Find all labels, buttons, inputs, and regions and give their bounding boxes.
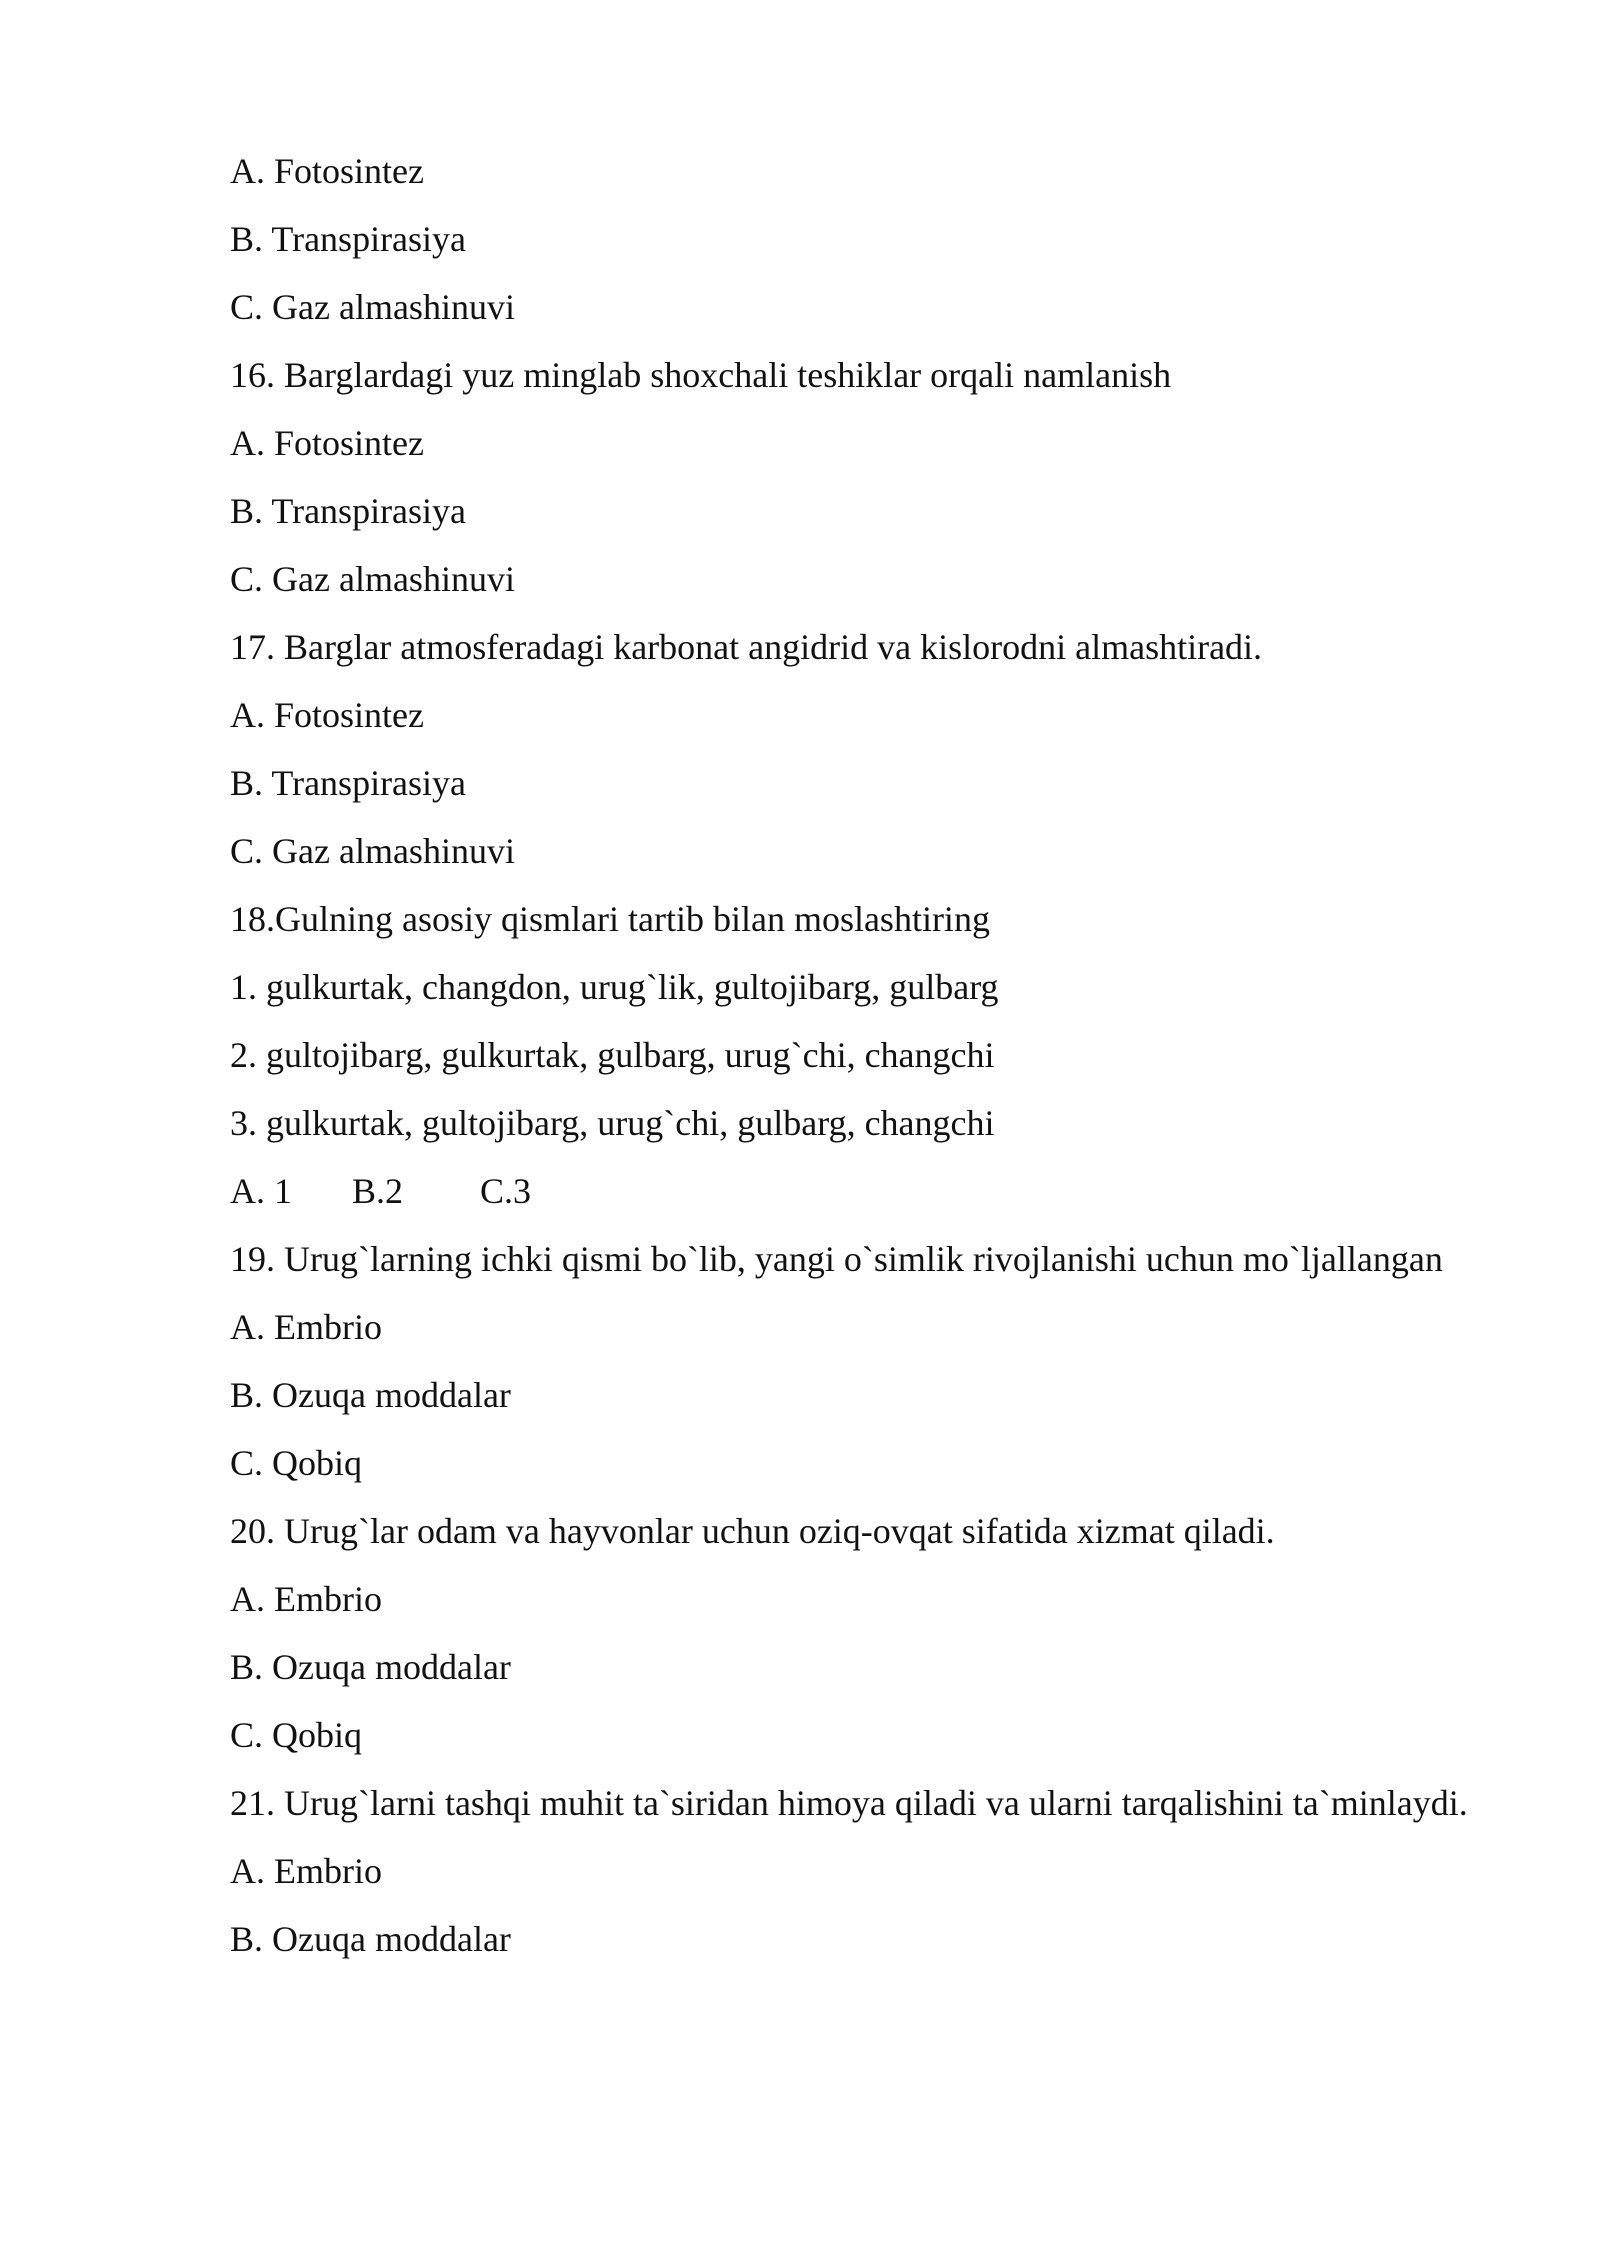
- q21-option-b: B. Ozuqa moddalar: [230, 1919, 511, 1959]
- q17-question: 17. Barglar atmosferadagi karbonat angidrid va kislorodni almashtiradi.: [230, 627, 1263, 667]
- q20-option-c: C. Qobiq: [230, 1715, 363, 1755]
- q19-option-b: B. Ozuqa moddalar: [230, 1375, 511, 1415]
- q17-option-b: B. Transpirasiya: [230, 763, 467, 803]
- q21-option-a: A. Embrio: [230, 1851, 382, 1891]
- q18-sequence-3: 3. gulkurtak, gultojibarg, urug`chi, gulbarg, changchi: [230, 1103, 995, 1143]
- q19-option-c: C. Qobiq: [230, 1443, 363, 1483]
- q18-option-b: B.2: [352, 1171, 404, 1211]
- q17-option-c: C. Gaz almashinuvi: [230, 831, 515, 871]
- q19-option-a: A. Embrio: [230, 1307, 382, 1347]
- q20-question: 20. Urug`lar odam va hayvonlar uchun oziq-ovqat sifatida xizmat qiladi.: [230, 1511, 1275, 1551]
- q15-option-b: B. Transpirasiya: [230, 219, 467, 259]
- q21-question: 21. Urug`larni tashqi muhit ta`siridan himoya qiladi va ularni tarqalishini ta`minlaydi.: [230, 1783, 1468, 1823]
- q18-question: 18.Gulning asosiy qismlari tartib bilan moslashtiring: [230, 899, 990, 939]
- q18-options: [230, 1168, 1496, 1236]
- q15-option-c: C. Gaz almashinuvi: [230, 287, 515, 327]
- q20-option-a: A. Embrio: [230, 1579, 382, 1619]
- q16-option-c: C. Gaz almashinuvi: [230, 559, 515, 599]
- q16-question: 16. Barglardagi yuz minglab shoxchali teshiklar orqali namlanish: [230, 355, 1172, 395]
- q20-option-b: B. Ozuqa moddalar: [230, 1647, 511, 1687]
- q16-option-a: A. Fotosintez: [230, 423, 424, 463]
- q18-sequence-1: 1. gulkurtak, changdon, urug`lik, gultojibarg, gulbarg: [230, 967, 999, 1007]
- q18-option-a: A. 1: [230, 1171, 292, 1211]
- q19-question: 19. Urug`larning ichki qismi bo`lib, yangi o`simlik rivojlanishi uchun mo`ljallangan: [230, 1239, 1443, 1279]
- q16-option-b: B. Transpirasiya: [230, 491, 467, 531]
- q18-option-c: C.3: [480, 1171, 532, 1211]
- q15-option-a: A. Fotosintez: [230, 151, 424, 191]
- q18-sequence-2: 2. gultojibarg, gulkurtak, gulbarg, urug`chi, changchi: [230, 1035, 995, 1075]
- q17-option-a: A. Fotosintez: [230, 695, 424, 735]
- document-page: [230, 148, 1496, 1984]
